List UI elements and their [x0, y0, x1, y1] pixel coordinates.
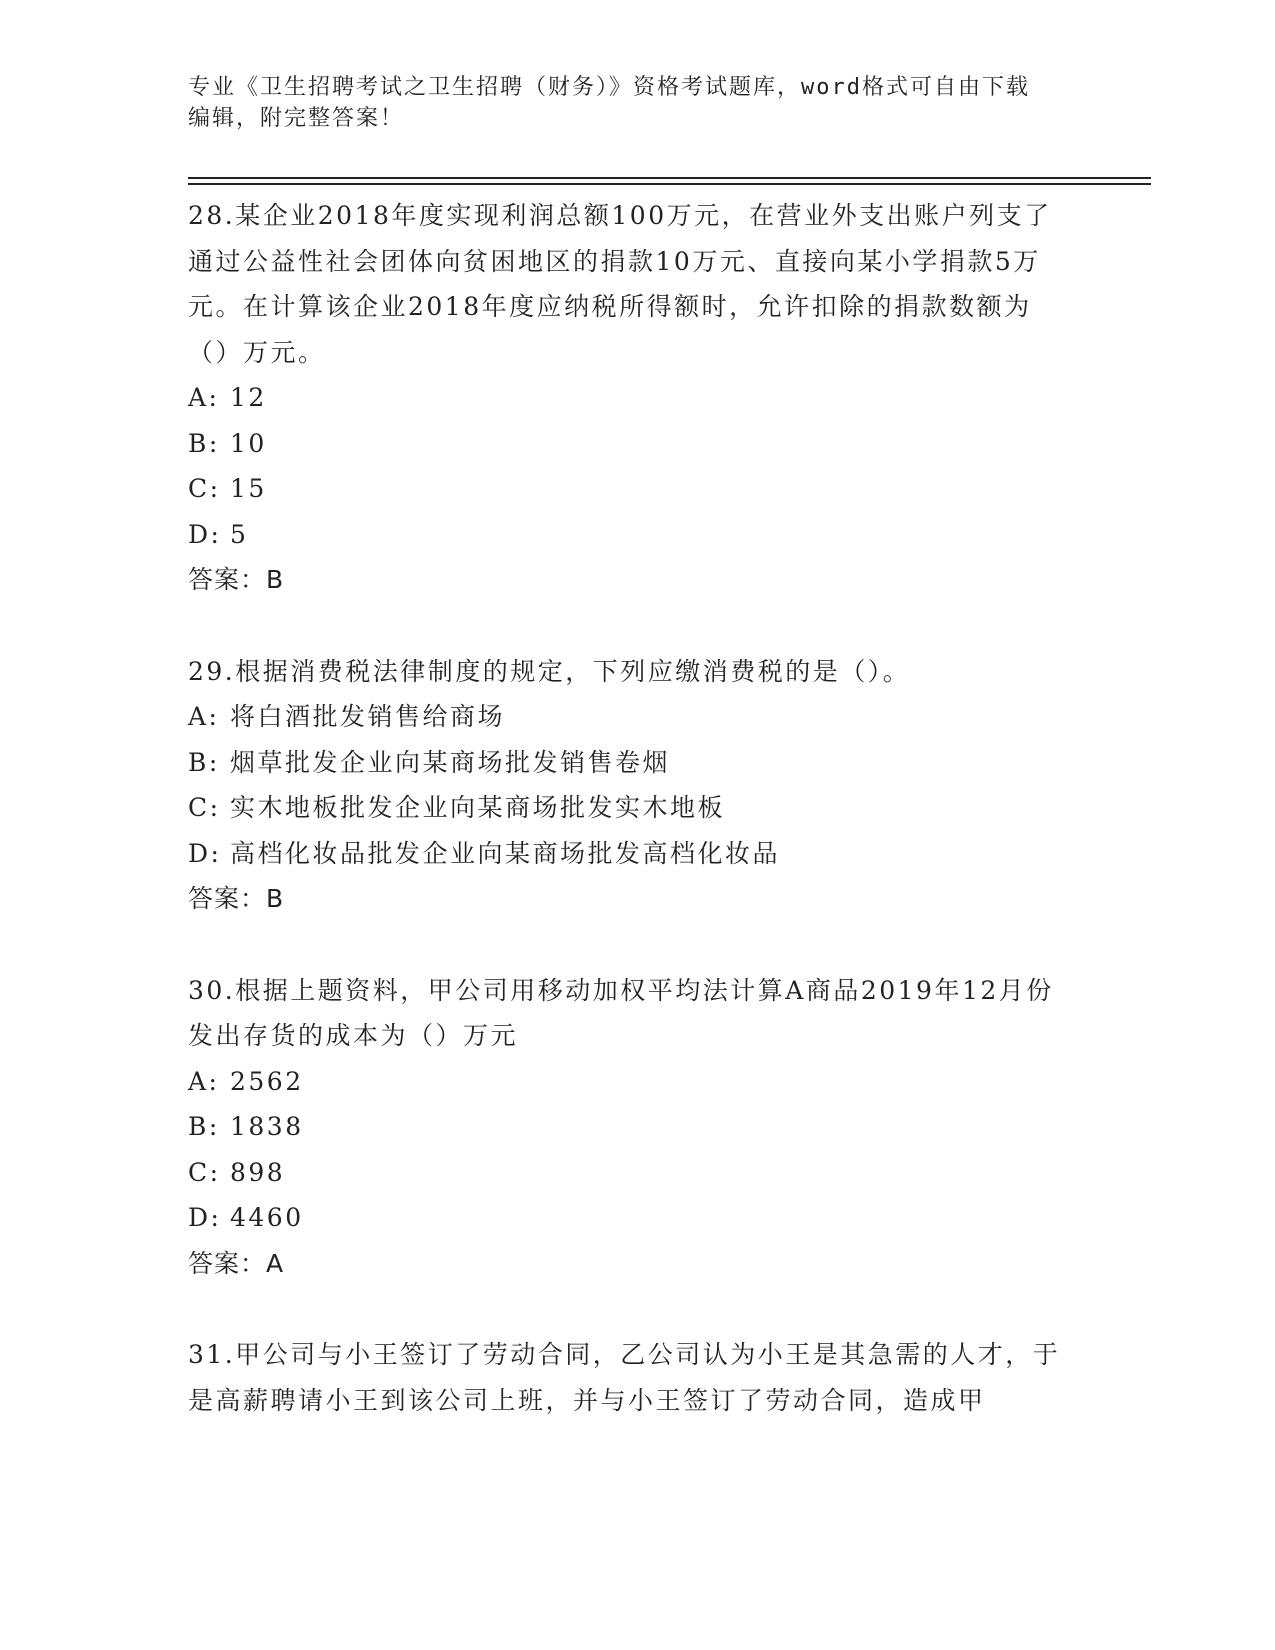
question-28 — [188, 193, 1068, 603]
question-stem: 29.根据消费税法律制度的规定，下列应缴消费税的是（）。 — [188, 656, 911, 686]
option-d: D: 5 — [188, 519, 249, 549]
option-b: B: 烟草批发企业向某商场批发销售卷烟 — [188, 747, 671, 777]
option-a: A: 12 — [188, 383, 267, 412]
option-c: C: 898 — [188, 1157, 286, 1187]
option-c: C: 实木地板批发企业向某商场批发实木地板 — [188, 793, 726, 822]
option-d: D: 4460 — [188, 1203, 304, 1232]
question-stem: 30.根据上题资料，甲公司用移动加权平均法计算A商品2019年12月份发出存货的成本为（）万元 — [188, 975, 1054, 1050]
option-a: A: 将白酒批发销售给商场 — [188, 702, 506, 731]
question-list — [188, 193, 1068, 1469]
question-stem: 31.甲公司与小王签订了劳动合同，乙公司认为小王是其急需的人才，于是高薪聘请小王到该公司上班，并与小王签订了劳动合同，造成甲 — [188, 1340, 1061, 1415]
answer-line: 答案：B — [188, 884, 285, 913]
header-divider-top — [188, 177, 1151, 179]
answer-line: 答案：B — [188, 565, 285, 594]
option-b: B: 1838 — [188, 1112, 304, 1141]
option-list — [188, 375, 1068, 557]
option-list — [188, 1059, 1068, 1241]
question-stem: 28.某企业2018年度实现利润总额100万元，在营业外支出账户列支了通过公益性社会团体向贫困地区的捐款10万元、直接向某小学捐款5万元。在计算该企业2018年度应纳税所得额时，允许扣除的捐款数额为（）万元。 — [188, 201, 1052, 367]
question-31 — [188, 1332, 1068, 1423]
option-b: B: 10 — [188, 428, 267, 458]
header-divider-bottom — [188, 183, 1151, 185]
question-30 — [188, 968, 1068, 1287]
option-list — [188, 694, 1068, 876]
option-a: A: 2562 — [188, 1066, 304, 1096]
document-header — [188, 72, 1088, 134]
header-line-1: 专业《卫生招聘考试之卫生招聘（财务）》资格考试题库，word格式可自由下载 — [188, 75, 1030, 100]
question-29 — [188, 649, 1068, 922]
option-c: C: 15 — [188, 474, 267, 503]
answer-line: 答案：A — [188, 1248, 285, 1278]
option-d: D: 高档化妆品批发企业向某商场批发高档化妆品 — [188, 838, 781, 868]
header-line-2: 编辑，附完整答案！ — [188, 106, 405, 131]
